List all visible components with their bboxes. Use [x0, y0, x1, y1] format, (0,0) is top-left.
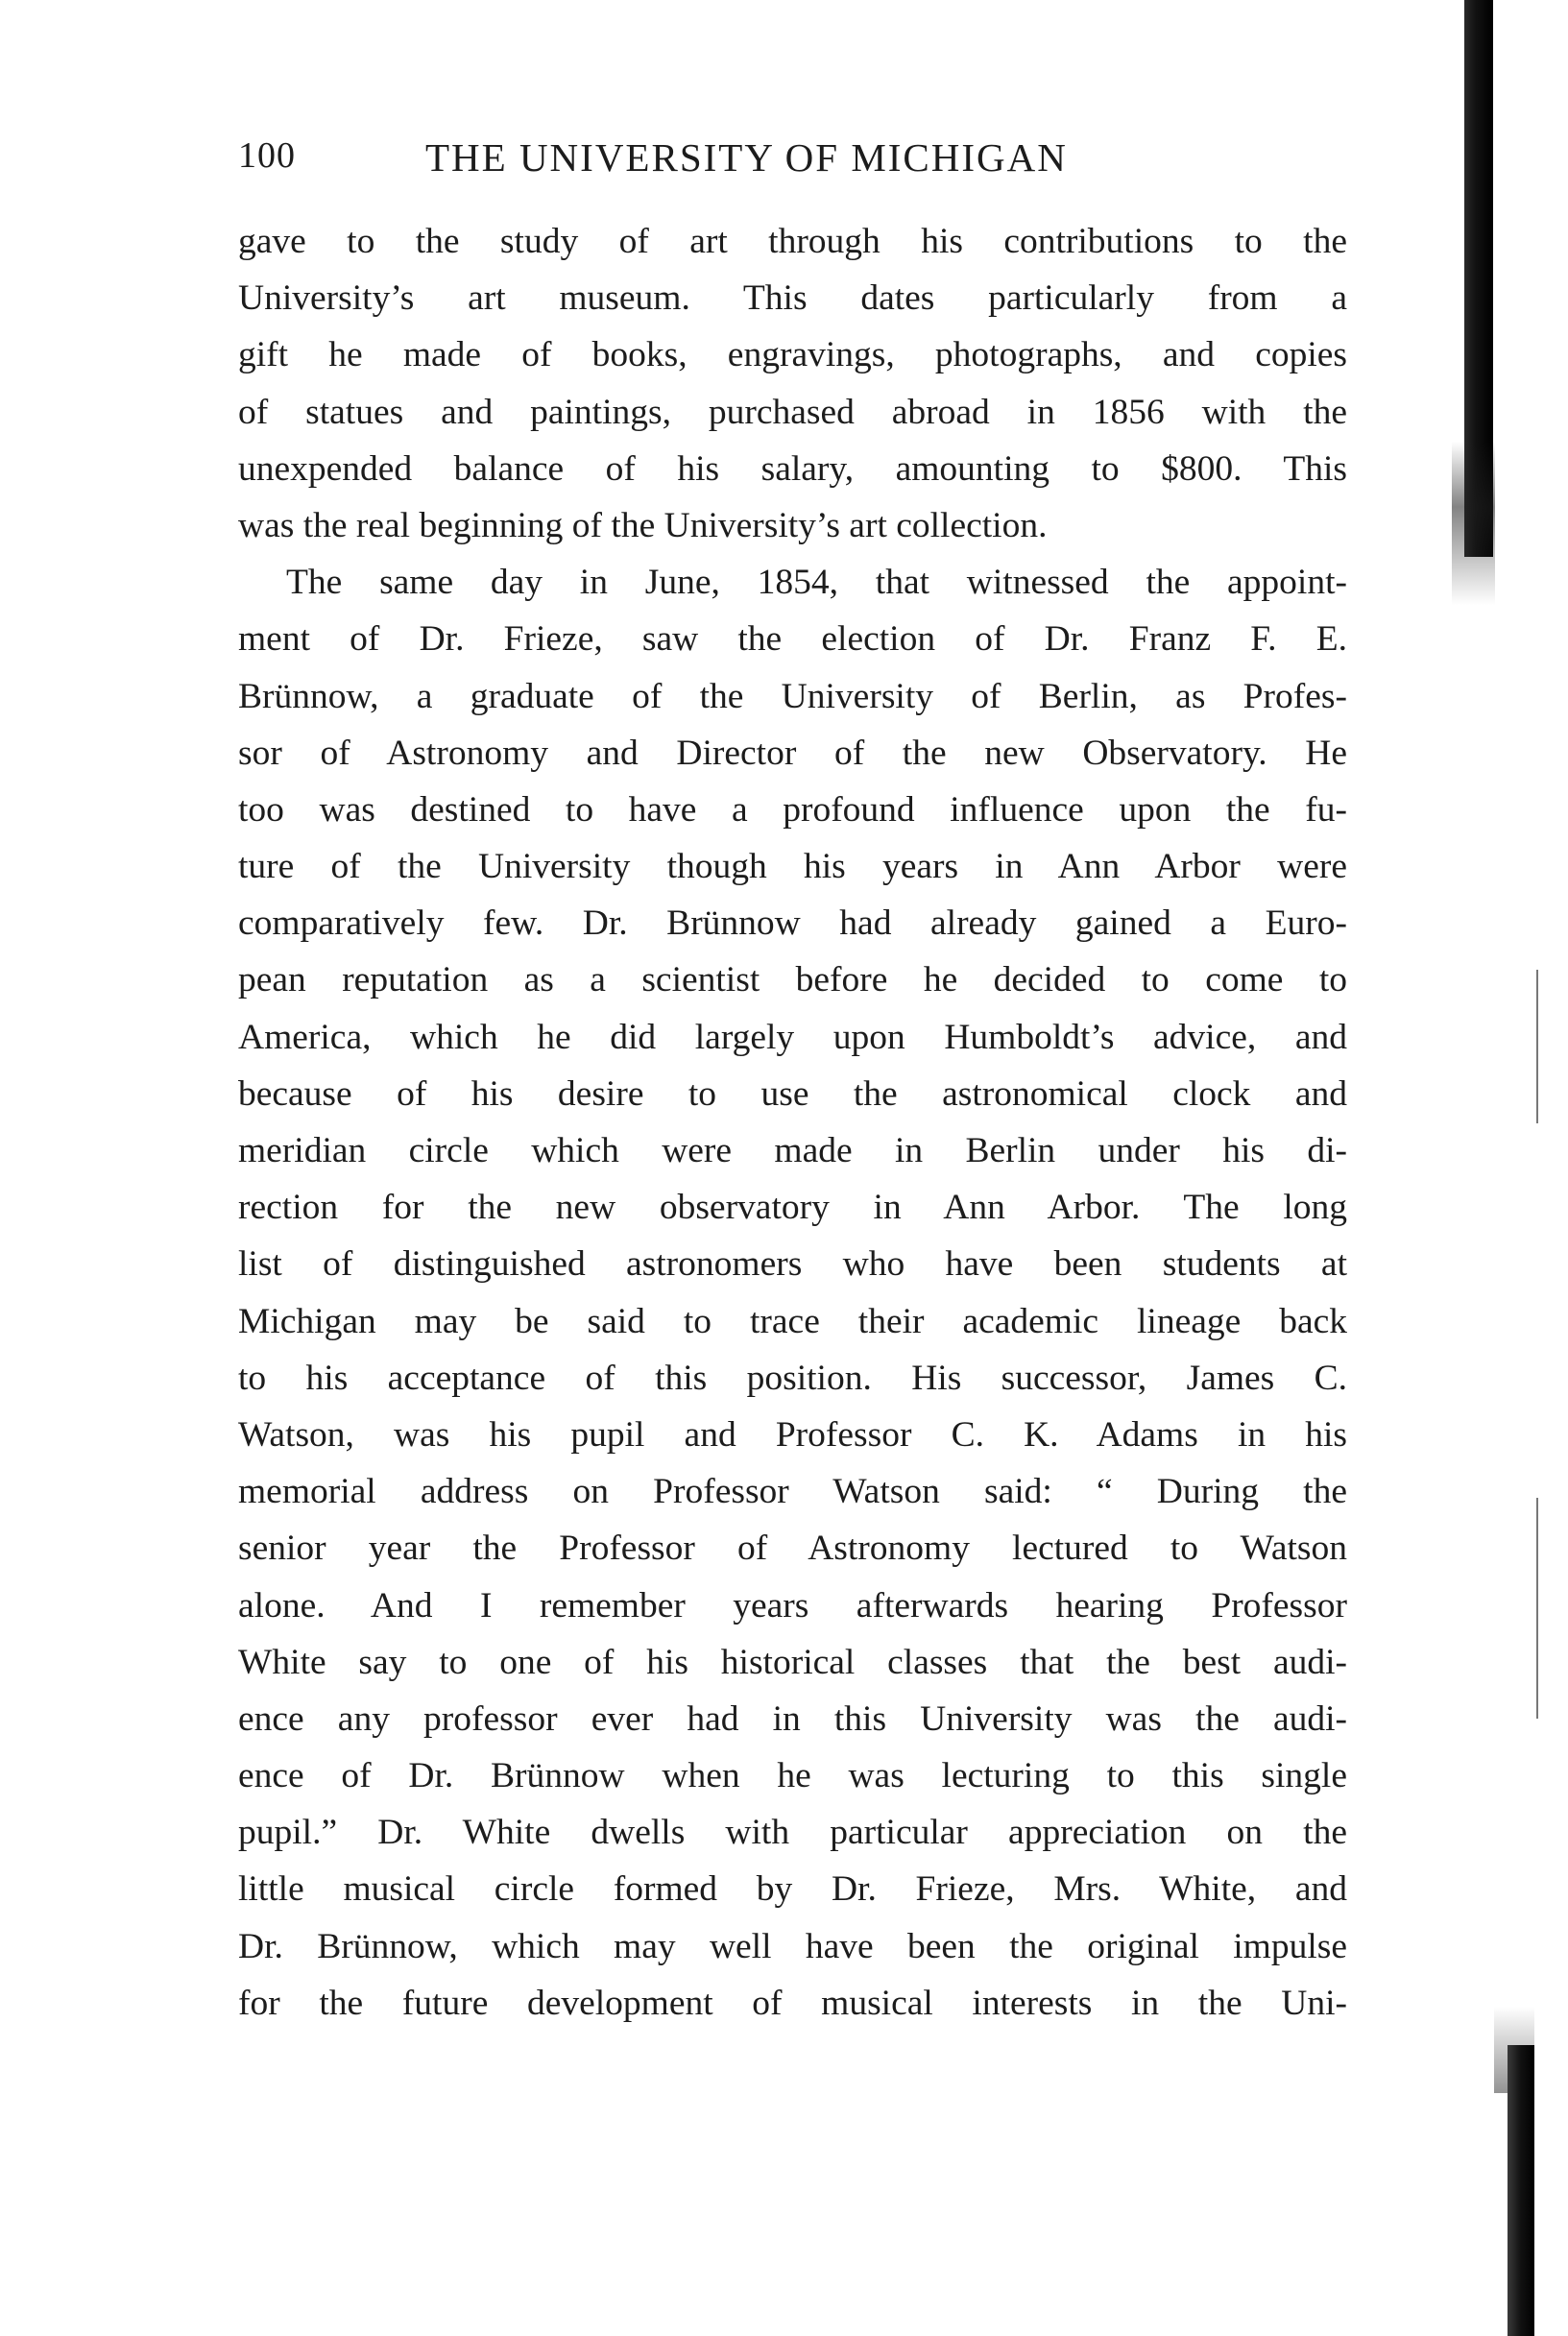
text-line: comparatively few. Dr. Brünnow had already gained a Euro- — [238, 903, 1347, 944]
edge-line — [1536, 1498, 1538, 1719]
text-line: ment of Dr. Frieze, saw the election of Dr. Franz F. E. — [238, 619, 1347, 660]
text-line: gave to the study of art through his contributions to the — [238, 222, 1347, 261]
text-line: to his acceptance of this position. His successor, James C. — [238, 1358, 1347, 1398]
text-line: too was destined to have a profound influence upon the fu- — [238, 789, 1347, 830]
text-line: Dr. Brünnow, which may well have been the original impulse — [238, 1926, 1347, 1966]
text-line: Michigan may be said to trace their academic lineage back — [238, 1301, 1347, 1341]
text-line: was the real beginning of the University’s art collection. — [238, 505, 1048, 545]
text-line: rection for the new observatory in Ann Arbor. The long — [238, 1188, 1347, 1228]
text-line: University’s art museum. This dates particularly from a — [238, 278, 1347, 319]
text-line: for the future development of musical interests in the Uni- — [238, 1983, 1347, 2023]
body-text — [238, 213, 1347, 2032]
text-line: senior year the Professor of Astronomy lectured to Watson — [238, 1529, 1347, 1569]
text-line: list of distinguished astronomers who have been students at — [238, 1244, 1347, 1285]
text-line: Brünnow, a graduate of the University of Berlin, as Profes- — [238, 676, 1347, 716]
text-line: little musical circle formed by Dr. Frieze, Mrs. White, and — [238, 1869, 1347, 1910]
text-line: meridian circle which were made in Berlin under his di- — [238, 1131, 1347, 1170]
text-line: ence of Dr. Brünnow when he was lecturing to this single — [238, 1756, 1347, 1796]
text-line: The same day in June, 1854, that witnessed the appoint- — [286, 563, 1347, 603]
text-line: because of his desire to use the astronomical clock and — [238, 1073, 1347, 1114]
text-line: pean reputation as a scientist before he decided to come to — [238, 960, 1347, 1000]
text-line: unexpended balance of his salary, amounting to $800. This — [238, 448, 1347, 489]
text-line: sor of Astronomy and Director of the new Observatory. He — [238, 733, 1347, 773]
text-line: alone. And I remember years afterwards hearing Professor — [238, 1585, 1347, 1626]
text-line: of statues and paintings, purchased abroad in 1856 with the — [238, 392, 1347, 432]
text-line: ence any professor ever had in this University was the audi- — [238, 1698, 1347, 1739]
binding-shadow-fade — [1452, 442, 1495, 605]
text-line: White say to one of his historical classes that the best audi- — [238, 1642, 1347, 1682]
text-line: Watson, was his pupil and Professor C. K. Adams in his — [238, 1414, 1347, 1455]
running-header — [238, 134, 1198, 192]
page-number: 100 — [238, 135, 296, 176]
edge-line — [1536, 970, 1538, 1123]
text-line: pupil.” Dr. White dwells with particular appreciation on the — [238, 1813, 1347, 1853]
text-line: memorial address on Professor Watson said: “ During the — [238, 1472, 1347, 1512]
text-line: gift he made of books, engravings, photographs, and copies — [238, 335, 1347, 375]
binding-shadow-bottom — [1508, 2045, 1534, 2336]
text-line: ture of the University though his years in Ann Arbor were — [238, 847, 1347, 887]
running-title: THE UNIVERSITY OF MICHIGAN — [425, 135, 1068, 180]
text-line: America, which he did largely upon Humboldt’s advice, and — [238, 1017, 1347, 1057]
